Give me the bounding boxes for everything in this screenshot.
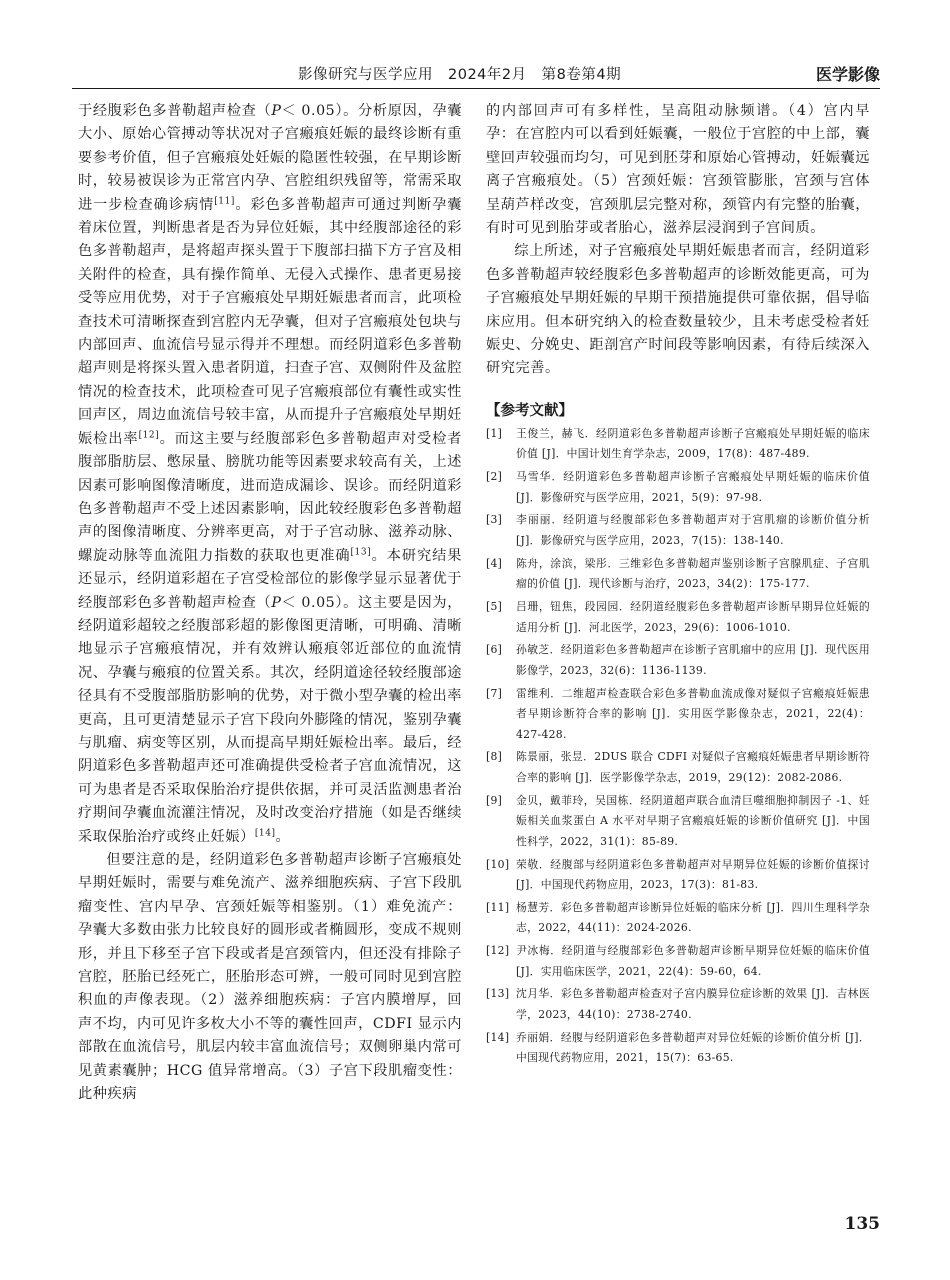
reference-number: [1] (486, 426, 503, 440)
text-run: ＜ 0.05）。这主要是因为，经阴道彩超较之经腹部彩超的影像图更清晰，可明确、清晰地显示子宫瘢痕情况，并有效辨认瘢痕邻近部位的血流情况、孕囊与瘢痕的位置关系。其次，经阴道途径较经腹部途径具有不受腹部脂肪影响的优势，对于微小型孕囊的检出率更高，且可更清楚显示子宫下段向外膨隆的情况，鉴别孕囊与肌瘤、病变等区别，从而提高早期妊娠检出率。最后，经阴道彩色多普勒超声还可准确提供受检者子宫血流情况，这可为患者是否采取保胎治疗提供依据，并可灵活监测患者治疗期间孕囊血流灌注情况，及时改变治疗措施（如是否继续采取保胎治疗或终止妊娠） (78, 594, 462, 845)
page-number: 135 (844, 1214, 880, 1234)
reference-item (486, 467, 870, 508)
text-run: 于经腹彩色多普勒超声检查（ (78, 103, 272, 119)
text-run: 。而这主要与经腹部彩色多普勒超声对受检者腹部脂肪层、憋尿量、膀胱功能等因素要求较高有关，上述因素可影响图像清晰度，进而造成漏诊、误诊。而经阴道彩色多普勒超声不受上述因素影响，因此较经腹彩色多普勒超声的图像清晰度、分辨率更高，对于子宫动脉、滋养动脉、螺旋动脉等血流阻力指数的获取也更准确 (78, 430, 462, 564)
paragraph: 的内部回声可有多样性，呈高阻动脉频谱。（4）宫内早孕：在宫腔内可以看到妊娠囊，一般位于宫腔的中上部，囊壁回声较强而均匀，可见到胚芽和原始心管搏动，妊娠囊远离子宫瘢痕处。（5）宫颈妊娠：宫颈管膨胀，宫颈与宫体呈葫芦样改变，宫颈肌层完整对称，颈管内有完整的胎囊，有时可见到胎芽或者胎心，滋养层浸润到子宫间质。 (486, 103, 870, 237)
reference-text: 雷维利．二维超声检查联合彩色多普勒血流成像对疑似子宫瘢痕妊娠患者早期诊断符合率的影响 [J]．实用医学影像杂志，2021，22(4)：427-428. (516, 686, 870, 741)
citation: [12] (138, 429, 160, 440)
reference-item (486, 855, 870, 896)
running-header (72, 63, 880, 87)
reference-text: 王俊兰，赫飞．经阴道彩色多普勒超声诊断子宫瘢痕处早期妊娠的临床价值 [J]．中国计划生育学杂志，2009，17(8)：487-489. (516, 426, 870, 461)
left-column (78, 100, 462, 1106)
reference-number: [11] (486, 900, 510, 914)
reference-number: [2] (486, 470, 503, 484)
citation: [11] (214, 195, 235, 206)
reference-item (486, 791, 870, 853)
reference-item (486, 1028, 870, 1069)
reference-item (486, 640, 870, 681)
reference-text: 马雪华．经阴道彩色多普勒超声诊断子宫瘢痕处早期妊娠的临床价值 [J]．影像研究与医学应用，2021，5(9)：97-98. (516, 470, 870, 504)
reference-item (486, 684, 870, 746)
reference-item (486, 898, 870, 939)
reference-text: 陈舟，涂滨，梁彤．三维彩色多普勒超声鉴别诊断子宫腺肌症、子宫肌瘤的价值 [J]．现代诊断与治疗，2023，34(2)：175-177. (516, 556, 870, 591)
references-title: 【参考文献】 (486, 402, 573, 419)
reference-number: [13] (486, 987, 510, 1001)
reference-number: [14] (486, 1030, 510, 1044)
reference-number: [3] (486, 513, 503, 527)
text-run: 。彩色多普勒超声可通过判断孕囊着床位置，判断患者是否为异位妊娠，其中经腹部途径的彩色多普勒超声，是将超声探头置于下腹部扫描下方子宫及相关附件的检查，具有操作简单、无侵入式操作、患者更易接受等应用优势，对于子宫瘢痕处早期妊娠患者而言，此项检查技术可清晰探查到宫腔内无孕囊，但对子宫瘢痕处包块与内部回声、血流信号显示得并不理想。而经阴道彩色多普勒超声则是将探头置入患者阴道，扫查子宫、双侧附件及盆腔情况的检查技术，此项检查可见子宫瘢痕部位有囊性或实性回声区，周边血流信号较丰富，从而提升子宫瘢痕处早期妊娠检出率 (78, 196, 462, 447)
citation: [14] (254, 827, 276, 838)
p-symbol: P (271, 103, 282, 119)
reference-text: 沈月华．彩色多普勒超声检查对子宫内膜异位症诊断的效果 [J]．吉林医学，2023，44(10)：2738-2740. (516, 987, 870, 1021)
reference-number: [8] (486, 750, 503, 764)
reference-text: 陈景丽，张昱．2DUS 联合 CDFI 对疑似子宫瘢痕妊娠患者早期诊断符合率的影响 [J]．医学影像学杂志，2019，29(12)：2082-2086. (516, 750, 870, 784)
reference-number: [6] (486, 643, 503, 657)
text-run: ＜ 0.05）。分析原因，孕囊大小、原始心管搏动等状况对子宫瘢痕妊娠的最终诊断有重要参考价值，但子宫瘢痕处妊娠的隐匿性较强，在早期诊断时，较易被误诊为正常宫内孕、宫腔组织残留等，常需采取进一步检查确诊病情 (78, 103, 462, 213)
reference-number: [10] (486, 857, 510, 871)
text-run: 。本研究结果还显示，经阴道彩超在子宫受检部位的影像学显示显著优于经腹部彩色多普勒超声检查（ (78, 547, 462, 611)
paragraph: 综上所述，对子宫瘢痕处早期妊娠患者而言，经阴道彩色多普勒超声较经腹彩色多普勒超声的诊断效能更高，可为子宫瘢痕处早期妊娠的早期干预措施提供可靠依据，倡导临床应用。但本研究纳入的检查数量较少，且未考虑受检者妊娠史、分娩史、距剖宫产时间段等影响因素，有待后续深入研究完善。 (486, 243, 870, 377)
reference-item (486, 510, 870, 551)
paragraph (78, 100, 462, 849)
section-title: 医学影像 (815, 65, 880, 84)
reference-item (486, 597, 870, 638)
reference-item (486, 984, 870, 1025)
reference-item (486, 941, 870, 982)
reference-text: 杨慧芳．彩色多普勒超声诊断异位妊娠的临床分析 [J]．四川生理科学杂志，2022，44(11)：2024-2026. (516, 900, 870, 935)
reference-number: [9] (486, 793, 503, 807)
reference-number: [5] (486, 600, 503, 614)
reference-text: 乔丽娟．经腹与经阴道彩色多普勒超声对异位妊娠的诊断价值分析 [J]．中国现代药物应用，2021，15(7)：63-65. (516, 1030, 870, 1065)
reference-text: 吕珊，钮焦，段园园．经阴道经腹彩色多普勒超声诊断早期异位妊娠的适用分析 [J]．河北医学，2023，29(6)：1006-1010. (516, 600, 870, 634)
reference-text: 李丽丽．经阴道与经腹部彩色多普勒超声对于宫肌瘤的诊断价值分析 [J]．影像研究与医学应用，2023，7(15)：138-140. (516, 513, 870, 547)
paragraph: 但要注意的是，经阴道彩色多普勒超声诊断子宫瘢痕处早期妊娠时，需要与难免流产、滋养细胞疾病、子宫下段肌瘤变性、宫内早孕、宫颈妊娠等相鉴别。（1）难免流产：孕囊大多数由张力比较良好的圆形或者椭圆形，变成不规则形，并且下移至子宫下段或者是宫颈管内，但还没有排除子宫腔，胚胎已经死亡，胚胎形态可辨，一般可同时见到宫腔积血的声像表现。（2）滋养细胞疾病：子宫内膜增厚，回声不均，内可见许多枚大小不等的囊性回声，CDFI 显示内部散在血流信号，肌层内较丰富血流信号；双侧卵巢内常可见黄素囊肿；HCG 值异常增高。（3）子宫下段肌瘤变性：此种疾病 (78, 852, 462, 1103)
header-rule (72, 88, 880, 89)
reference-text: 尹冰梅．经阴道与经腹部彩色多普勒超声诊断早期异位妊娠的临床价值 [J]．实用临床医学，2021，22(4)：59-60，64. (516, 944, 870, 978)
reference-text: 荣敬．经腹部与经阴道彩色多普勒超声对早期异位妊娠的诊断价值探讨 [J]．中国现代药物应用，2023，17(3)：81-83. (516, 857, 870, 892)
right-column (486, 100, 870, 1071)
citation: [13] (350, 546, 372, 557)
reference-item (486, 554, 870, 595)
reference-text: 金贝，戴菲玲，吴国栋．经阴道超声联合血清巨噬细胞抑制因子 -1、妊娠相关血浆蛋白 A 水平对早期子宫瘢痕妊娠的诊断价值研究 [J]．中国性科学，2022，31(1)：85-89. (516, 793, 870, 848)
reference-list (486, 424, 870, 1069)
reference-item (486, 747, 870, 788)
reference-text: 孙敏芝．经阴道彩色多普勒超声在诊断子宫肌瘤中的应用 [J]．现代医用影像学，2023，32(6)：1136-1139. (516, 643, 870, 677)
reference-number: [4] (486, 556, 503, 570)
p-symbol: P (271, 594, 282, 611)
text-run: 。 (275, 828, 291, 845)
journal-info: 影像研究与医学应用 2024年2月 第8卷第4期 (298, 67, 622, 83)
reference-item (486, 424, 870, 465)
reference-number: [7] (486, 686, 503, 700)
reference-number: [12] (486, 944, 510, 958)
